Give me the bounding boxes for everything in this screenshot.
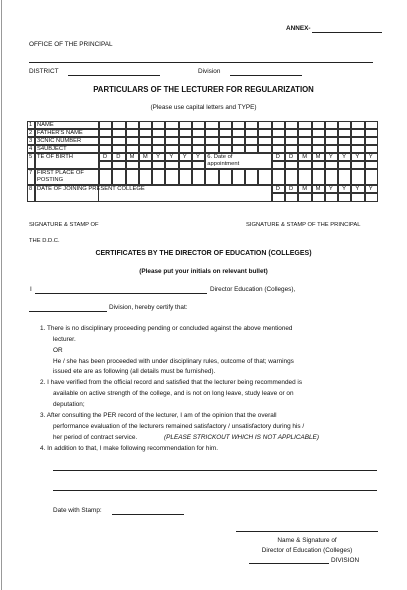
appointment-label: 6. Date of (207, 154, 233, 160)
entry-cell[interactable] (298, 169, 311, 185)
row-label: DATE OF JOINING PRESENT COLLEGE (37, 186, 145, 192)
joining-input-cell[interactable] (338, 193, 351, 202)
division-name-field[interactable] (29, 311, 107, 312)
entry-cell[interactable] (112, 121, 125, 129)
appointment-input-cell[interactable] (351, 161, 364, 169)
row-number: 7 (29, 170, 33, 176)
entry-cell[interactable] (139, 137, 152, 145)
row-number: 2 (29, 130, 33, 136)
entry-cell[interactable] (365, 129, 378, 137)
item-1-line-a: 1. There is no disciplinary proceeding pending or concluded against the above mentioned (40, 325, 293, 332)
appointment-input-cell[interactable] (338, 161, 351, 169)
dob-letter: Y (169, 154, 174, 160)
joining-letter: Y (328, 186, 333, 192)
entry-cell[interactable] (258, 145, 271, 153)
joining-letter: D (275, 186, 280, 192)
entry-cell[interactable] (205, 169, 218, 185)
joining-letter: Y (342, 186, 347, 192)
entry-cell[interactable] (126, 121, 139, 129)
item-1-line-c: He / she has been proceeded with under disciplinary rules, outcome of that; warnings (53, 358, 294, 365)
appointment-input-cell[interactable] (285, 161, 298, 169)
appointment-input-cell[interactable] (272, 161, 285, 169)
entry-cell[interactable] (312, 145, 325, 153)
dob-input-cell[interactable] (99, 161, 112, 169)
entry-cell[interactable] (99, 169, 112, 185)
appointment-input-cell[interactable] (325, 161, 338, 169)
entry-cell[interactable] (365, 121, 378, 129)
entry-cell[interactable] (232, 137, 245, 145)
joining-letter: D (289, 186, 294, 192)
certificates-subtitle: (Please put your initials on relevant bullet) (139, 268, 268, 275)
entry-cell[interactable] (298, 145, 311, 153)
joining-input-cell[interactable] (325, 193, 338, 202)
entry-cell[interactable] (205, 129, 218, 137)
entry-cell[interactable] (152, 169, 165, 185)
item-4: 4. In addition to that, I make following recommendation for him. (40, 445, 218, 452)
district-label: DISTRICT (29, 68, 59, 75)
entry-cell[interactable] (351, 137, 364, 145)
entry-cell[interactable] (245, 129, 258, 137)
appointment-letter: Y (355, 154, 360, 160)
entry-cell[interactable] (139, 145, 152, 153)
entry-cell[interactable] (99, 137, 112, 145)
director-signature-field[interactable] (236, 531, 378, 532)
dob-letter: M (142, 154, 148, 160)
director-label: Director Education (Colleges), (210, 286, 296, 293)
form-note: (Please use capital letters and TYPE) (150, 104, 257, 111)
entry-cell[interactable] (258, 169, 271, 185)
appointment-letter: Y (368, 154, 373, 160)
entry-cell[interactable] (139, 169, 152, 185)
name-signature-label: Name & Signature of (277, 537, 337, 544)
office-title: OFFICE OF THE PRINCIPAL (29, 41, 113, 48)
row-number: 4 (29, 146, 33, 152)
entry-cell[interactable] (298, 121, 311, 129)
entry-cell[interactable] (272, 137, 285, 145)
item-3-note: (PLEASE STRICKOUT WHICH IS NOT APPLICABLE) (164, 434, 319, 441)
entry-cell[interactable] (179, 129, 192, 137)
entry-cell[interactable] (112, 145, 125, 153)
i-label: I (30, 286, 32, 293)
entry-cell[interactable] (179, 145, 192, 153)
entry-cell[interactable] (338, 169, 351, 185)
entry-cell[interactable] (258, 137, 271, 145)
joining-letter: M (302, 186, 308, 192)
entry-cell[interactable] (165, 121, 178, 129)
entry-cell[interactable] (325, 137, 338, 145)
entry-cell[interactable] (99, 129, 112, 137)
district-field[interactable] (68, 75, 160, 76)
entry-cell[interactable] (126, 137, 139, 145)
entry-cell[interactable] (312, 169, 325, 185)
entry-cell[interactable] (351, 129, 364, 137)
entry-cell[interactable] (219, 121, 232, 129)
dob-input-cell[interactable] (139, 161, 152, 169)
entry-cell[interactable] (365, 169, 378, 185)
row-label: TE OF BIRTH (37, 154, 73, 160)
entry-cell[interactable] (192, 129, 205, 137)
entry-cell[interactable] (205, 121, 218, 129)
entry-cell[interactable] (232, 121, 245, 129)
division-field[interactable] (230, 75, 302, 76)
appointment-letter: D (289, 154, 294, 160)
entry-cell[interactable] (152, 129, 165, 137)
joining-input-cell[interactable] (312, 193, 325, 202)
dob-letter: D (116, 154, 121, 160)
row-label: FATHER'S NAME (37, 130, 83, 136)
joining-input-cell[interactable] (351, 193, 364, 202)
entry-cell[interactable] (219, 145, 232, 153)
dob-letter: M (129, 154, 135, 160)
entry-cell[interactable] (365, 137, 378, 145)
entry-cell[interactable] (219, 169, 232, 185)
entry-cell[interactable] (325, 169, 338, 185)
entry-cell[interactable] (152, 137, 165, 145)
joining-letter: Y (355, 186, 360, 192)
entry-cell[interactable] (272, 169, 285, 185)
annex-line (312, 32, 382, 33)
dob-input-cell[interactable] (165, 161, 178, 169)
dob-input-cell[interactable] (192, 161, 205, 169)
entry-cell[interactable] (139, 121, 152, 129)
signature-principal-label: SIGNATURE & STAMP OF THE PRINCIPAL (246, 222, 361, 228)
dob-letter: Y (196, 154, 200, 160)
dob-input-cell[interactable] (126, 161, 139, 169)
entry-cell[interactable] (126, 169, 139, 185)
appointment-letter: D (275, 154, 280, 160)
entry-cell[interactable] (152, 145, 165, 153)
signature-ddc-label: SIGNATURE & STAMP OF (29, 222, 99, 228)
entry-cell[interactable] (192, 121, 205, 129)
appointment-letter: M (315, 154, 321, 160)
row-number: 8 (29, 186, 33, 192)
item-3-line-a: 3. After consulting the PER record of the lecturer, I am of the opinion that the overall (40, 412, 277, 419)
entry-cell[interactable] (179, 137, 192, 145)
dob-letter: Y (156, 154, 161, 160)
row-label-posting: POSTING (37, 177, 64, 183)
joining-label-cell (35, 185, 272, 202)
entry-cell[interactable] (258, 121, 271, 129)
entry-cell[interactable] (126, 129, 139, 137)
division-certify-label: Division, hereby certify that: (109, 304, 188, 311)
division-label: Division (198, 68, 221, 75)
item-3-line-b: performance evaluation of the lecturers remained satisfactory / unsatisfactory during his / (53, 423, 305, 430)
item-2-line-b: available on active strength of the college, and is not on long leave, study leave or on (53, 390, 294, 397)
entry-cell[interactable] (112, 129, 125, 137)
entry-cell[interactable] (245, 121, 258, 129)
entry-cell[interactable] (99, 121, 112, 129)
entry-cell[interactable] (232, 129, 245, 137)
row-label: FIRST PLACE OF (37, 170, 84, 176)
entry-cell[interactable] (272, 129, 285, 137)
entry-cell[interactable] (205, 145, 218, 153)
appointment-label-2: appointment (207, 161, 240, 167)
entry-cell[interactable] (179, 169, 192, 185)
row-number: 5 (29, 154, 33, 160)
joining-input-cell[interactable] (285, 193, 298, 202)
entry-cell[interactable] (112, 137, 125, 145)
entry-cell[interactable] (325, 145, 338, 153)
item-2-line-c: deputation; (53, 401, 85, 408)
joining-letter: M (315, 186, 321, 192)
row-number: 3 (29, 138, 33, 144)
entry-cell[interactable] (312, 129, 325, 137)
row-number: 1 (29, 122, 33, 128)
entry-cell[interactable] (245, 169, 258, 185)
appointment-letter: M (302, 154, 308, 160)
joining-input-cell[interactable] (298, 193, 311, 202)
item-1-line-d: issued ete are as following (all details must be furnished). (53, 368, 216, 375)
appointment-input-cell[interactable] (312, 161, 325, 169)
office-line (29, 62, 373, 63)
entry-cell[interactable] (205, 137, 218, 145)
director-title-label: Director of Education (Colleges) (261, 547, 353, 554)
entry-cell[interactable] (285, 137, 298, 145)
date-stamp-label: Date with Stamp: (53, 507, 102, 514)
entry-cell[interactable] (165, 169, 178, 185)
item-1-or: OR (53, 347, 63, 354)
dob-input-cell[interactable] (179, 161, 192, 169)
entry-cell[interactable] (165, 145, 178, 153)
recommendation-line-1[interactable] (53, 470, 377, 471)
entry-cell[interactable] (165, 137, 178, 145)
division-footer-field[interactable] (249, 563, 329, 564)
entry-cell[interactable] (192, 137, 205, 145)
division-footer-label: DIVISION (331, 557, 360, 564)
certificates-title: CERTIFICATES BY THE DIRECTOR OF EDUCATION (COLLEGES) (95, 250, 312, 257)
entry-cell[interactable] (325, 121, 338, 129)
entry-cell[interactable] (219, 137, 232, 145)
row-label: S4UBJECT (37, 146, 67, 152)
recommendation-line-2[interactable] (53, 490, 377, 491)
entry-cell[interactable] (232, 145, 245, 153)
item-1-line-b: lecturer. (53, 336, 76, 343)
entry-cell[interactable] (139, 129, 152, 137)
entry-cell[interactable] (298, 137, 311, 145)
particulars-table (27, 121, 378, 202)
signature-ddc-label-2: THE D.D.C. (29, 238, 60, 244)
entry-cell[interactable] (351, 121, 364, 129)
entry-cell[interactable] (312, 121, 325, 129)
joining-letter: Y (368, 186, 373, 192)
entry-cell[interactable] (99, 145, 112, 153)
dob-letter: Y (182, 154, 187, 160)
dob-input-cell[interactable] (112, 161, 125, 169)
entry-cell[interactable] (165, 129, 178, 137)
entry-cell[interactable] (285, 145, 298, 153)
entry-cell[interactable] (351, 145, 364, 153)
entry-cell[interactable] (285, 121, 298, 129)
entry-cell[interactable] (325, 129, 338, 137)
row-label: 3CNIC NUMBER (37, 138, 82, 144)
entry-cell[interactable] (272, 121, 285, 129)
entry-cell[interactable] (312, 137, 325, 145)
entry-cell[interactable] (258, 129, 271, 137)
entry-cell[interactable] (338, 129, 351, 137)
appointment-letter: Y (342, 154, 347, 160)
annex-label: ANNEX- (286, 25, 311, 32)
entry-cell[interactable] (245, 137, 258, 145)
item-2-line-a: 2. I have verified from the official record and satisfied that the lecturer being recommended is (40, 379, 303, 386)
entry-cell[interactable] (245, 145, 258, 153)
entry-cell[interactable] (112, 169, 125, 185)
row-label: NAME (37, 122, 54, 128)
appointment-letter: Y (328, 154, 333, 160)
form-title: PARTICULARS OF THE LECTURER FOR REGULARIZATION (93, 85, 314, 94)
appointment-input-cell[interactable] (365, 161, 378, 169)
date-stamp-field[interactable] (112, 514, 184, 515)
appointment-input-cell[interactable] (298, 161, 311, 169)
entry-cell[interactable] (179, 121, 192, 129)
dob-letter: D (103, 154, 108, 160)
director-name-field[interactable] (35, 293, 207, 294)
entry-cell[interactable] (192, 169, 205, 185)
entry-cell[interactable] (192, 145, 205, 153)
entry-cell[interactable] (285, 129, 298, 137)
dob-input-cell[interactable] (152, 161, 165, 169)
entry-cell[interactable] (152, 121, 165, 129)
entry-cell[interactable] (126, 145, 139, 153)
entry-cell[interactable] (272, 145, 285, 153)
entry-cell[interactable] (338, 121, 351, 129)
entry-cell[interactable] (298, 129, 311, 137)
entry-cell[interactable] (338, 137, 351, 145)
entry-cell[interactable] (219, 129, 232, 137)
entry-cell[interactable] (285, 169, 298, 185)
item-3-line-c: her period of contract service. (53, 434, 138, 441)
entry-cell[interactable] (365, 145, 378, 153)
joining-input-cell[interactable] (365, 193, 378, 202)
joining-input-cell[interactable] (272, 193, 285, 202)
entry-cell[interactable] (351, 169, 364, 185)
entry-cell[interactable] (232, 169, 245, 185)
entry-cell[interactable] (338, 145, 351, 153)
